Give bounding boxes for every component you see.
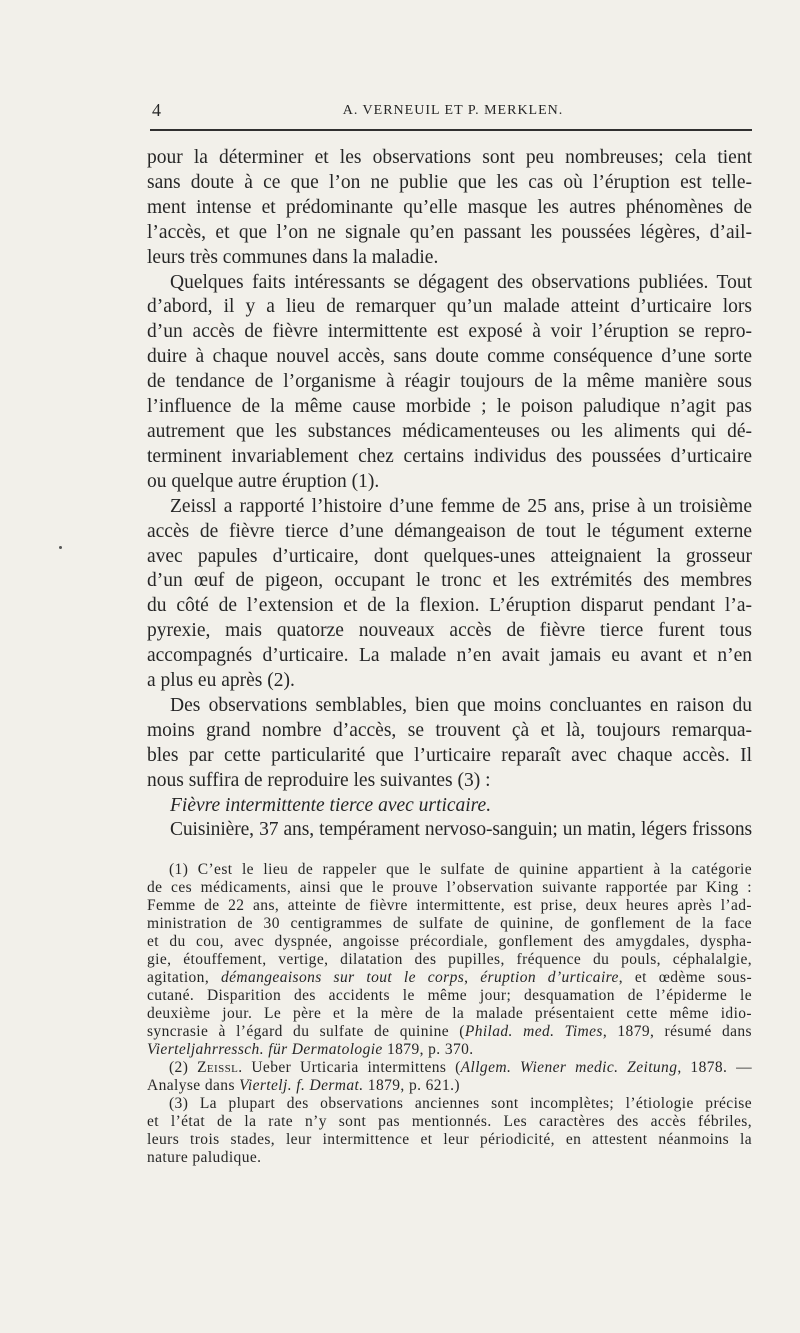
- text-line: [147, 818, 752, 843]
- text-line: [147, 769, 752, 794]
- text-run: l’accès, et que l’on ne signale qu’en passant les poussées légères, d’ail-: [147, 221, 752, 243]
- body-paragraph: [147, 818, 752, 843]
- text-line: [147, 395, 752, 420]
- footnote: [147, 1095, 752, 1167]
- text-line: [147, 345, 752, 370]
- text-run: . Ueber Urticaria intermittens (: [238, 1059, 461, 1076]
- body-paragraph: [147, 694, 752, 794]
- footnote: [147, 1059, 752, 1095]
- text-line: [147, 271, 752, 296]
- page-number: 4: [152, 100, 161, 120]
- text-run: d’abord, il y a lieu de remarquer qu’un malade atteint d’urticaire lors: [147, 296, 752, 318]
- text-run: accès de fièvre tierce d’une démangeaison de tout le tégument externe: [147, 520, 752, 542]
- text-line: [147, 897, 752, 915]
- text-run: (1) C’est le lieu de rappeler que le sulfate de quinine appartient à la catégorie: [169, 861, 752, 878]
- text-run: syncrasie à l’égard du sulfate de quinine (: [147, 1023, 465, 1040]
- text-line: [147, 694, 752, 719]
- body-paragraph: [147, 271, 752, 495]
- footnotes: [147, 861, 752, 1167]
- text-line: [147, 879, 752, 897]
- text-run: du côté de l’extension et de la flexion. L’éruption disparut pendant l’a-: [147, 595, 752, 617]
- small-caps-text: Zeissl: [197, 1059, 239, 1076]
- text-line: [147, 915, 752, 933]
- text-run: leurs très communes dans la maladie.: [147, 246, 439, 268]
- text-line: [147, 987, 752, 1005]
- text-line: [147, 146, 752, 171]
- italic-text: Fièvre intermittente tierce avec urticaire.: [170, 794, 492, 816]
- body-paragraph: [147, 146, 752, 271]
- text-run: terminent invariablement chez certains individus des poussées d’urticaire: [147, 445, 752, 467]
- body-paragraph: [147, 794, 752, 819]
- text-line: [147, 1059, 752, 1077]
- text-line: [147, 470, 752, 495]
- text-line: [147, 619, 752, 644]
- text-run: autrement que les substances médicamenteuses ou les aliments qui dé-: [147, 420, 752, 442]
- text-run: l’influence de la même cause morbide ; le poison paludique n’agit pas: [147, 396, 752, 418]
- text-run: 1879, p. 370.: [382, 1041, 474, 1058]
- text-line: [147, 1077, 752, 1095]
- text-line: [147, 1005, 752, 1023]
- text-line: [147, 196, 752, 221]
- text-line: [147, 744, 752, 769]
- header-rule: [150, 129, 752, 131]
- text-run: ou quelque autre éruption (1).: [147, 470, 380, 492]
- italic-text: Viertelj. f. Dermat.: [239, 1077, 364, 1094]
- text-line: [147, 669, 752, 694]
- text-line: [147, 171, 752, 196]
- italic-text: démangeaisons sur tout le corps: [220, 969, 465, 986]
- text-run: agitation,: [147, 969, 221, 986]
- text-run: pour la déterminer et les observations sont peu nombreuses; cela tient: [147, 147, 752, 168]
- text-line: [147, 246, 752, 271]
- text-run: nature paludique.: [147, 1149, 262, 1166]
- text-line: [147, 1149, 752, 1167]
- text-run: de ces médicaments, ainsi que le prouve l’observation suivante rapportée par King :: [147, 879, 752, 896]
- text-line: [147, 1041, 752, 1059]
- footnote: [147, 861, 752, 1059]
- body-paragraph: [147, 495, 752, 694]
- text-run: sans doute à ce que l’on ne publie que les cas où l’éruption est telle-: [147, 171, 752, 193]
- text-run: duire à chaque nouvel accès, sans doute comme conséquence d’une sorte: [147, 346, 752, 368]
- text-line: [147, 719, 752, 744]
- text-line: [147, 1095, 752, 1113]
- text-run: d’un œuf de pigeon, occupant le tronc et les extrémités des membres: [147, 570, 752, 592]
- text-line: [147, 644, 752, 669]
- text-run: Cuisinière, 37 ans, tempérament nervoso-sanguin; un matin, légers frissons: [170, 819, 752, 841]
- text-run: , 1878. —: [677, 1059, 752, 1076]
- text-run: pyrexie, mais quatorze nouveaux accès de fièvre tierce furent tous: [147, 620, 752, 642]
- text-run: avec papules d’urticaire, dont quelques-unes atteignaient la grosseur: [147, 545, 752, 567]
- text-line: [147, 370, 752, 395]
- text-line: [147, 1023, 752, 1041]
- text-line: [147, 420, 752, 445]
- text-run: (3) La plupart des observations anciennes sont incomplètes; l’étiologie précise: [169, 1095, 752, 1112]
- text-line: [147, 545, 752, 570]
- text-line: [147, 933, 752, 951]
- italic-text: Allgem. Wiener medic. Zeitung: [460, 1059, 678, 1076]
- text-run: Femme de 22 ans, atteinte de fièvre intermittente, est prise, deux heures après l’ad-: [147, 897, 752, 914]
- italic-text: Philad. med. Times: [464, 1023, 603, 1040]
- text-run: 1879, p. 621.): [363, 1077, 460, 1094]
- text-line: [147, 594, 752, 619]
- text-run: ministration de 30 centigrammes de sulfate de quinine, de gonflement de la face: [147, 915, 752, 932]
- text-run: gie, étouffement, vertige, dilatation des pupilles, fréquence du pouls, céphalalgie,: [147, 951, 752, 968]
- text-run: a plus eu après (2).: [147, 670, 295, 692]
- text-line: [147, 969, 752, 987]
- text-line: [147, 320, 752, 345]
- text-run: bles par cette particularité que l’urticaire reparaît avec chaque accès. Il: [147, 744, 752, 766]
- text-run: ,: [464, 969, 481, 986]
- stray-ink-mark: [59, 546, 62, 549]
- text-run: leurs trois stades, leur intermittence et leur périodicité, en attestent néanmoins la: [147, 1131, 752, 1148]
- text-run: Analyse dans: [147, 1077, 240, 1094]
- text-line: [147, 495, 752, 520]
- text-run: de tendance de l’organisme à réagir toujours de la même manière sous: [147, 371, 752, 393]
- text-run: accompagnés d’urticaire. La malade n’en avait jamais eu avant et n’en: [147, 645, 752, 667]
- text-line: [147, 861, 752, 879]
- main-text: [147, 146, 752, 843]
- text-run: et l’état de la rate n’y sont pas mentionnés. Les caractères des accès fébriles,: [147, 1113, 752, 1130]
- text-line: [147, 1113, 752, 1131]
- text-run: Des observations semblables, bien que moins concluantes en raison du: [170, 694, 752, 716]
- text-run: cutané. Disparition des accidents le même jour; desquamation de l’épiderme le: [147, 987, 752, 1004]
- text-line: [147, 520, 752, 545]
- text-line: [147, 951, 752, 969]
- text-line: [147, 794, 752, 819]
- italic-text: éruption d’urticaire: [480, 969, 619, 986]
- text-line: [147, 445, 752, 470]
- text-run: et du cou, avec dyspnée, angoisse précordiale, gonflement des amygdales, dyspha-: [147, 933, 752, 950]
- text-run: deuxième jour. Le père et la mère de la malade présentaient cette même idio-: [147, 1005, 752, 1022]
- text-line: [147, 1131, 752, 1149]
- text-run: Quelques faits intéressants se dégagent des observations publiées. Tout: [170, 271, 752, 293]
- text-run: (2): [169, 1059, 198, 1076]
- text-run: ment intense et prédominante qu’elle masque les autres phénomènes de: [147, 196, 752, 218]
- running-title: A. VERNEUIL ET P. MERKLEN.: [342, 103, 564, 118]
- text-run: , 1879, résumé dans: [602, 1023, 752, 1040]
- text-line: [147, 569, 752, 594]
- text-run: moins grand nombre d’accès, se trouvent çà et là, toujours remarqua-: [147, 719, 752, 741]
- text-line: [147, 295, 752, 320]
- text-run: nous suffira de reproduire les suivantes (3) :: [147, 769, 491, 791]
- italic-text: Vierteljahrressch. für Dermatologie: [147, 1041, 383, 1058]
- text-run: Zeissl a rapporté l’histoire d’une femme de 25 ans, prise à un troisième: [170, 495, 752, 517]
- text-run: d’un accès de fièvre intermittente est exposé à voir l’éruption se repro-: [147, 321, 752, 343]
- text-run: , et œdème sous-: [618, 969, 753, 986]
- text-line: [147, 221, 752, 246]
